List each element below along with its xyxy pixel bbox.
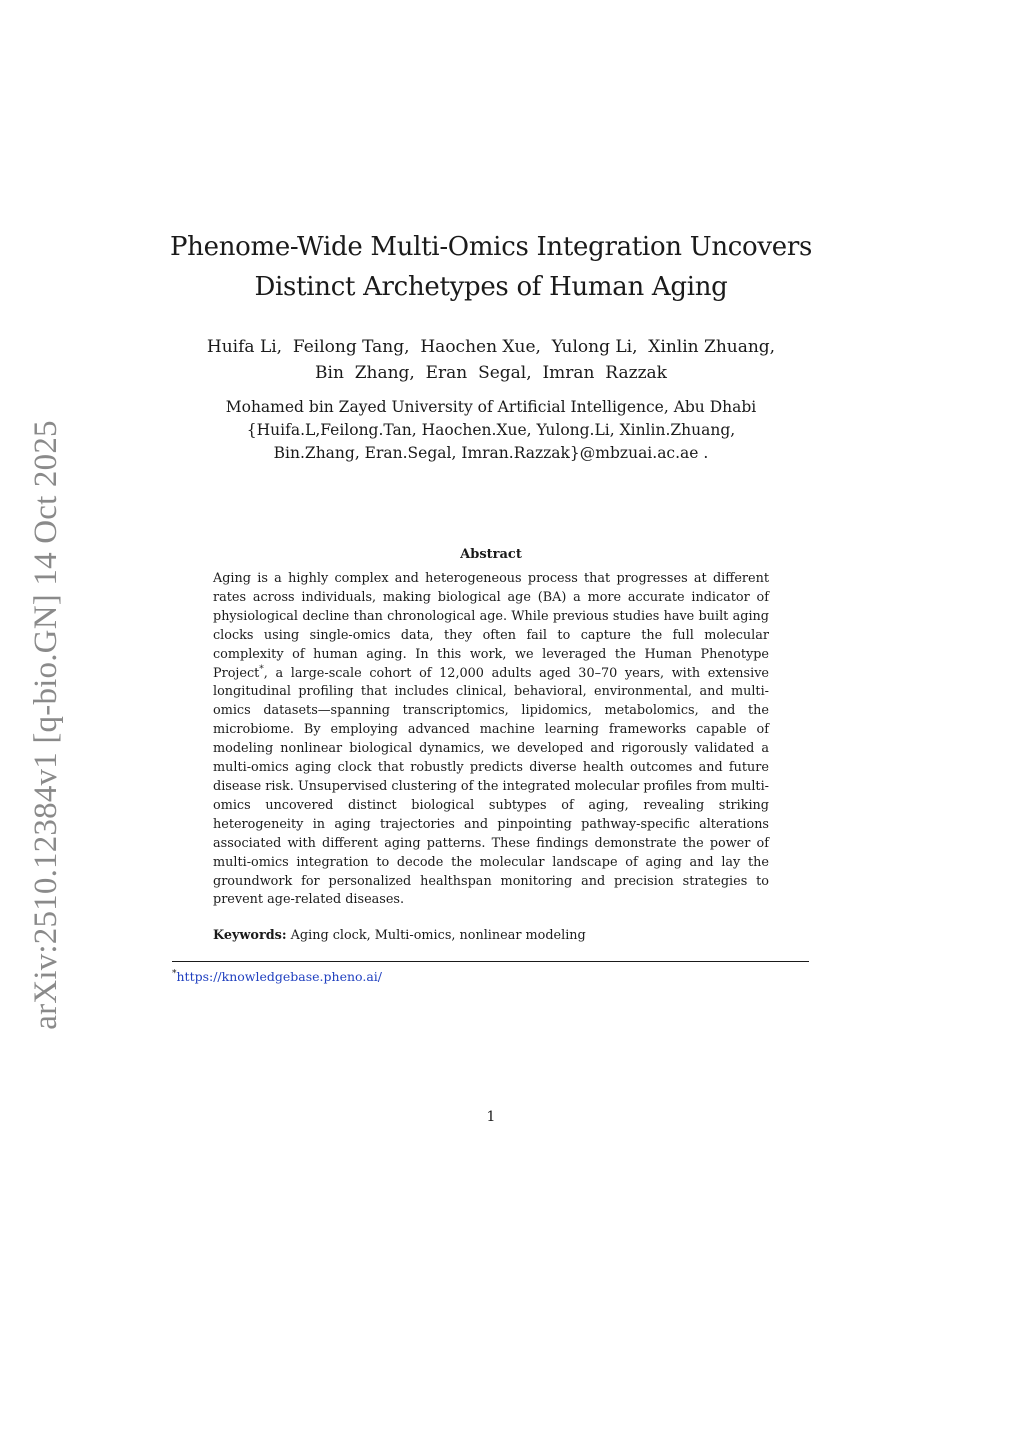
- keywords-line: [213, 926, 769, 945]
- affiliation-institution: Mohamed bin Zayed University of Artificial Intelligence, Abu Dhabi: [225, 398, 757, 416]
- author-list: [150, 334, 832, 386]
- paper-title: [150, 227, 832, 307]
- abstract-text-part-1: Aging is a highly complex and heterogeneous process that progresses at different rates across individuals, making biological age (BA) a more accurate indicator of physiological decline than chronological age. While previous studies have built aging clocks using single-omics data, they often fail to capture the full molecular complexity of human aging. In this work, we leveraged the Human Phenotype Project: [213, 571, 769, 681]
- keywords-label: Keywords:: [213, 928, 287, 943]
- abstract-footnote-mark[interactable]: *: [259, 664, 264, 675]
- footnote-divider: [172, 961, 809, 962]
- author-list-line-2: Bin Zhang, Eran Segal, Imran Razzak: [315, 363, 667, 383]
- arxiv-identifier-text: arXiv:2510.12384v1 [q-bio.GN] 14 Oct 2025: [28, 420, 64, 1030]
- page-number: 1: [486, 1109, 496, 1125]
- affiliation-emails-line-2: Bin.Zhang, Eran.Segal, Imran.Razzak}@mbzuai.ac.ae .: [273, 444, 709, 462]
- affiliation-emails-line-1: {Huifa.L,Feilong.Tan, Haochen.Xue, Yulong.Li, Xinlin.Zhuang,: [246, 421, 736, 439]
- arxiv-identifier-stamp: [18, 395, 74, 1055]
- affiliation-block: [150, 396, 832, 465]
- footnote-mark: *: [172, 968, 177, 979]
- keywords-text: Aging clock, Multi-omics, nonlinear modeling: [290, 928, 586, 943]
- footnote: [172, 968, 809, 986]
- abstract-heading: Abstract: [460, 547, 522, 562]
- abstract-text-part-2: , a large-scale cohort of 12,000 adults aged 30–70 years, with extensive longitudinal profiling that includes clinical, behavioral, environmental, and multi-omics datasets—spanning transcriptomics, lipidomics, metabolomics, and the microbiome. By employing advanced machine learning frameworks capable of modeling nonlinear biological dynamics, we developed and rigorously validated a multi-omics aging clock that robustly predicts diverse health outcomes and future disease risk. Unsupervised clustering of the integrated molecular profiles from multi-omics uncovered distinct biological subtypes of aging, revealing striking heterogeneity in aging trajectories and pinpointing pathway-specific alterations associated with different aging patterns. These findings demonstrate the power of multi-omics integration to decode the molecular landscape of aging and lay the groundwork for personalized healthspan monitoring and precision strategies to prevent age-related diseases.: [213, 665, 769, 908]
- paper-title-line-1: Phenome-Wide Multi-Omics Integration Uncovers: [169, 232, 813, 262]
- author-list-line-1: Huifa Li, Feilong Tang, Haochen Xue, Yulong Li, Xinlin Zhuang,: [206, 337, 776, 357]
- footnote-link[interactable]: https://knowledgebase.pheno.ai/: [176, 969, 382, 984]
- paper-title-line-2: Distinct Archetypes of Human Aging: [254, 272, 728, 302]
- abstract-body: [213, 570, 769, 910]
